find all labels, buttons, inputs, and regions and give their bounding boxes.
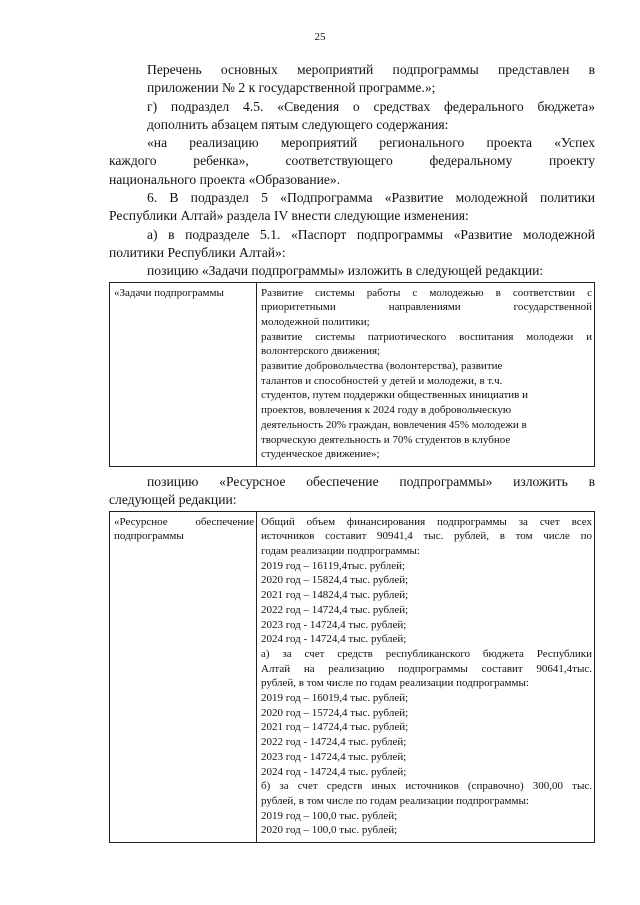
tasks-table: [109, 282, 595, 467]
text-line: позицию «Задачи подпрограммы» изложить в следующей редакции:: [147, 263, 544, 279]
cell-line: волонтерского движения;: [261, 345, 381, 358]
resources-table: [109, 511, 595, 843]
text-line: «на реализацию мероприятий регионального проекта «Успех: [147, 135, 595, 151]
page-number: 25: [314, 31, 326, 43]
text-line: 6. В подраздел 5 «Подпрограмма «Развитие молодежной политики: [147, 190, 595, 206]
cell-line: развитие системы патриотического воспитания молодежи и: [261, 330, 592, 343]
text-line: Республики Алтай» раздела IV внести следующие изменения:: [109, 208, 469, 224]
text-line: дополнить абзацем пятым следующего содержания:: [147, 116, 449, 132]
table-row: [110, 282, 595, 466]
paragraph-quote-success: [109, 134, 595, 189]
paragraph-item-a: [109, 226, 595, 263]
cell-line: 2019 год – 16119,4тыс. рублей;: [261, 559, 406, 572]
cell-line: Развитие системы работы с молодежью в соответствии с: [261, 286, 592, 299]
cell-line: 2019 год – 16019,4 тыс. рублей;: [261, 692, 409, 705]
text-line: приложении № 2 к государственной программе.»;: [147, 80, 436, 96]
cell-line: развитие добровольчества (волонтерства), развитие: [261, 360, 503, 373]
resources-label-cell: «Ресурсное обеспечение подпрограммы: [110, 511, 257, 842]
text-line: политики Республики Алтай»:: [109, 244, 286, 260]
paragraph-list-of-measures: [109, 61, 595, 98]
cell-line: молодежной политики;: [261, 315, 370, 328]
paragraph-resources-position: [109, 473, 595, 510]
cell-line: приоритетными направлениями государственной: [261, 301, 592, 314]
cell-line: 2024 год - 14724,4 тыс. рублей;: [261, 765, 407, 778]
cell-line: 2020 год – 15824,4 тыс. рублей;: [261, 574, 409, 587]
cell-line: источников составит 90941,4 тыс. рублей, в том числе по: [261, 530, 592, 543]
text-line: позицию «Ресурсное обеспечение подпрограммы» изложить в: [147, 474, 595, 489]
cell-line: студенческое движение»;: [261, 448, 380, 461]
cell-line: рублей, в том числе по годам реализации подпрограммы:: [261, 677, 529, 690]
cell-line: 2023 год - 14724,4 тыс. рублей;: [261, 750, 407, 763]
cell-line: рублей, в том числе по годам реализации подпрограммы:: [261, 794, 529, 807]
text-line: следующей редакции:: [109, 492, 237, 508]
cell-line: 2019 год – 100,0 тыс. рублей;: [261, 809, 398, 822]
cell-line: 2021 год – 14724,4 тыс. рублей;: [261, 721, 409, 734]
cell-line: 2022 год - 14724,4 тыс. рублей;: [261, 736, 407, 749]
document-body: [109, 61, 595, 849]
cell-line: Алтай на реализацию подпрограммы составит 90641,4тыс.: [261, 662, 592, 675]
cell-line: талантов и способностей у детей и молодежи, в т.ч.: [261, 374, 503, 387]
cell-line: 2023 год - 14724,4 тыс. рублей;: [261, 618, 407, 631]
resources-content-cell: [257, 511, 595, 842]
table-row: [110, 511, 595, 842]
cell-line: Общий объем финансирования подпрограммы за счет всех: [261, 515, 592, 528]
cell-line: проектов, вовлечения к 2024 году в добровольческую: [261, 404, 512, 417]
tasks-content-cell: [257, 282, 595, 466]
text-line: г) подраздел 4.5. «Сведения о средствах федерального бюджета»: [147, 98, 595, 114]
tasks-label-cell: «Задачи подпрограммы: [110, 282, 257, 466]
cell-line: деятельность 20% граждан, вовлечения 45% молодежи в: [261, 418, 527, 431]
paragraph-item-6: [109, 189, 595, 226]
cell-line: 2021 год – 14824,4 тыс. рублей;: [261, 589, 409, 602]
cell-line: 2020 год – 15724,4 тыс. рублей;: [261, 706, 409, 719]
cell-line: годам реализации подпрограммы:: [261, 545, 420, 557]
cell-line: а) за счет средств республиканского бюджета Республики: [261, 647, 592, 660]
paragraph-tasks-position: [109, 262, 595, 280]
cell-line: 2022 год – 14724,4 тыс. рублей;: [261, 603, 409, 616]
text-line: национального проекта «Образование».: [109, 171, 341, 187]
cell-line: 2020 год – 100,0 тыс. рублей;: [261, 824, 398, 837]
paragraph-subsection-4-5: [109, 98, 595, 135]
cell-line: б) за счет средств иных источников (справочно) 300,00 тыс.: [261, 780, 592, 793]
text-line: Перечень основных мероприятий подпрограммы представлен в: [147, 62, 595, 77]
cell-line: студентов, путем поддержки общественных инициатив и: [261, 389, 528, 402]
cell-line: творческую деятельность и 70% студентов в клубное: [261, 433, 511, 446]
text-line: а) в подразделе 5.1. «Паспорт подпрограммы «Развитие молодежной: [147, 226, 595, 242]
cell-line: 2024 год - 14724,4 тыс. рублей;: [261, 633, 407, 646]
text-line: каждого ребенка», соответствующего федеральному проекту: [109, 153, 595, 169]
